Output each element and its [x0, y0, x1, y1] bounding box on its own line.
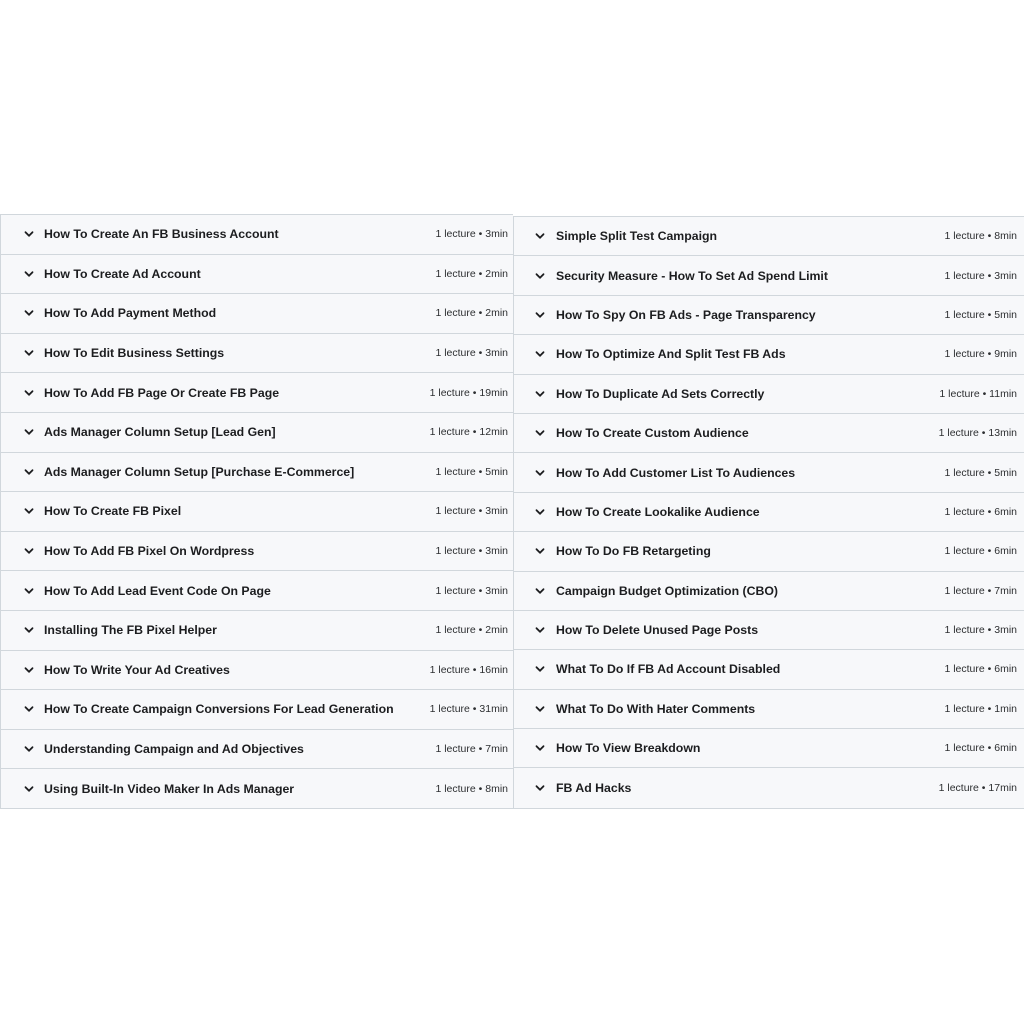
chevron-down-icon[interactable] — [23, 783, 35, 795]
section-title: Campaign Budget Optimization (CBO) — [556, 583, 779, 598]
section-title: How To Duplicate Ad Sets Correctly — [556, 386, 765, 401]
section-row[interactable] — [1, 532, 513, 572]
section-row[interactable] — [514, 532, 1024, 571]
section-title: How To Add Lead Event Code On Page — [44, 583, 271, 598]
section-meta: 1 lecture • 13min — [938, 427, 1017, 440]
section-meta: 1 lecture • 17min — [938, 782, 1017, 795]
section-meta: 1 lecture • 3min — [435, 347, 508, 360]
section-title: Ads Manager Column Setup [Purchase E-Commerce] — [44, 464, 355, 479]
section-meta: 1 lecture • 3min — [435, 228, 508, 241]
section-meta: 1 lecture • 8min — [944, 230, 1017, 243]
curriculum-right-column — [513, 216, 1024, 809]
curriculum-left-column — [0, 214, 513, 809]
chevron-down-icon[interactable] — [23, 426, 35, 438]
section-title: Ads Manager Column Setup [Lead Gen] — [44, 425, 276, 440]
chevron-down-icon[interactable] — [23, 466, 35, 478]
section-meta: 1 lecture • 3min — [435, 505, 508, 518]
chevron-down-icon[interactable] — [23, 307, 35, 319]
section-title: How To Create Lookalike Audience — [556, 504, 760, 519]
chevron-down-icon[interactable] — [23, 347, 35, 359]
chevron-down-icon[interactable] — [534, 427, 546, 439]
section-row[interactable] — [514, 414, 1024, 453]
chevron-down-icon[interactable] — [534, 388, 546, 400]
section-meta: 1 lecture • 6min — [944, 545, 1017, 558]
section-row[interactable] — [514, 217, 1024, 256]
chevron-down-icon[interactable] — [534, 506, 546, 518]
chevron-down-icon[interactable] — [534, 270, 546, 282]
section-meta: 1 lecture • 5min — [435, 465, 508, 478]
section-row[interactable] — [514, 729, 1024, 768]
section-meta: 1 lecture • 16min — [429, 663, 508, 676]
chevron-down-icon[interactable] — [534, 230, 546, 242]
chevron-down-icon[interactable] — [534, 782, 546, 794]
section-meta: 1 lecture • 3min — [435, 545, 508, 558]
section-title: What To Do With Hater Comments — [556, 701, 756, 716]
section-row[interactable] — [1, 651, 513, 691]
section-title: How To Edit Business Settings — [44, 346, 225, 361]
section-row[interactable] — [1, 255, 513, 295]
section-row[interactable] — [1, 215, 513, 255]
section-title: How To Add Customer List To Audiences — [556, 465, 796, 480]
section-row[interactable] — [1, 334, 513, 374]
section-row[interactable] — [514, 453, 1024, 492]
chevron-down-icon[interactable] — [23, 585, 35, 597]
chevron-down-icon[interactable] — [534, 585, 546, 597]
section-meta: 1 lecture • 11min — [939, 387, 1017, 400]
chevron-down-icon[interactable] — [534, 467, 546, 479]
section-title: Using Built-In Video Maker In Ads Manager — [44, 781, 295, 796]
section-title: What To Do If FB Ad Account Disabled — [556, 662, 781, 677]
section-meta: 1 lecture • 3min — [944, 269, 1017, 282]
section-row[interactable] — [1, 611, 513, 651]
section-row[interactable] — [1, 690, 513, 730]
section-title: How To View Breakdown — [556, 741, 701, 756]
chevron-down-icon[interactable] — [23, 268, 35, 280]
chevron-down-icon[interactable] — [534, 348, 546, 360]
section-row[interactable] — [1, 769, 513, 809]
section-title: Simple Split Test Campaign — [556, 229, 718, 244]
chevron-down-icon[interactable] — [534, 309, 546, 321]
section-meta: 1 lecture • 5min — [944, 466, 1017, 479]
section-meta: 1 lecture • 7min — [944, 584, 1017, 597]
section-meta: 1 lecture • 2min — [435, 267, 508, 280]
section-title: How To Add FB Pixel On Wordpress — [44, 544, 255, 559]
section-row[interactable] — [514, 256, 1024, 295]
section-meta: 1 lecture • 1min — [944, 702, 1017, 715]
section-title: How To Add Payment Method — [44, 306, 217, 321]
section-row[interactable] — [514, 335, 1024, 374]
section-row[interactable] — [514, 768, 1024, 807]
chevron-down-icon[interactable] — [23, 624, 35, 636]
section-title: How To Create Campaign Conversions For Lead Generation — [44, 702, 394, 717]
section-row[interactable] — [1, 373, 513, 413]
section-row[interactable] — [514, 690, 1024, 729]
section-title: How To Create Ad Account — [44, 266, 201, 281]
section-title: How To Write Your Ad Creatives — [44, 662, 230, 677]
section-meta: 1 lecture • 12min — [429, 426, 508, 439]
section-meta: 1 lecture • 6min — [944, 505, 1017, 518]
section-meta: 1 lecture • 3min — [435, 584, 508, 597]
section-row[interactable] — [514, 296, 1024, 335]
section-row[interactable] — [514, 493, 1024, 532]
chevron-down-icon[interactable] — [23, 703, 35, 715]
chevron-down-icon[interactable] — [23, 664, 35, 676]
section-row[interactable] — [514, 375, 1024, 414]
chevron-down-icon[interactable] — [23, 228, 35, 240]
chevron-down-icon[interactable] — [23, 387, 35, 399]
section-meta: 1 lecture • 6min — [944, 663, 1017, 676]
section-meta: 1 lecture • 31min — [429, 703, 508, 716]
section-row[interactable] — [514, 611, 1024, 650]
section-title: How To Spy On FB Ads - Page Transparency — [556, 307, 816, 322]
section-meta: 1 lecture • 2min — [435, 307, 508, 320]
section-row[interactable] — [514, 572, 1024, 611]
section-meta: 1 lecture • 6min — [944, 742, 1017, 755]
section-title: Installing The FB Pixel Helper — [44, 623, 217, 638]
section-title: How To Add FB Page Or Create FB Page — [44, 385, 280, 400]
chevron-down-icon[interactable] — [534, 663, 546, 675]
section-meta: 1 lecture • 2min — [435, 624, 508, 637]
section-meta: 1 lecture • 7min — [435, 743, 508, 756]
section-title: How To Create An FB Business Account — [44, 227, 279, 242]
chevron-down-icon[interactable] — [534, 742, 546, 754]
section-meta: 1 lecture • 8min — [435, 782, 508, 795]
chevron-down-icon[interactable] — [534, 545, 546, 557]
chevron-down-icon[interactable] — [23, 743, 35, 755]
section-title: How To Optimize And Split Test FB Ads — [556, 347, 786, 362]
section-row[interactable] — [1, 571, 513, 611]
section-title: How To Do FB Retargeting — [556, 544, 711, 559]
chevron-down-icon[interactable] — [534, 703, 546, 715]
chevron-down-icon[interactable] — [23, 545, 35, 557]
section-row[interactable] — [514, 650, 1024, 689]
section-row[interactable] — [1, 492, 513, 532]
section-meta: 1 lecture • 3min — [944, 624, 1017, 637]
section-title: Security Measure - How To Set Ad Spend Limit — [556, 268, 828, 283]
chevron-down-icon[interactable] — [534, 624, 546, 636]
section-title: Understanding Campaign and Ad Objectives — [44, 742, 304, 757]
section-meta: 1 lecture • 9min — [944, 348, 1017, 361]
section-title: How To Delete Unused Page Posts — [556, 623, 759, 638]
section-title: How To Create Custom Audience — [556, 426, 749, 441]
section-row[interactable] — [1, 453, 513, 493]
section-meta: 1 lecture • 19min — [429, 386, 508, 399]
section-title: How To Create FB Pixel — [44, 504, 182, 519]
section-row[interactable] — [1, 294, 513, 334]
section-row[interactable] — [1, 730, 513, 770]
section-meta: 1 lecture • 5min — [944, 308, 1017, 321]
section-title: FB Ad Hacks — [556, 781, 632, 796]
chevron-down-icon[interactable] — [23, 505, 35, 517]
section-row[interactable] — [1, 413, 513, 453]
